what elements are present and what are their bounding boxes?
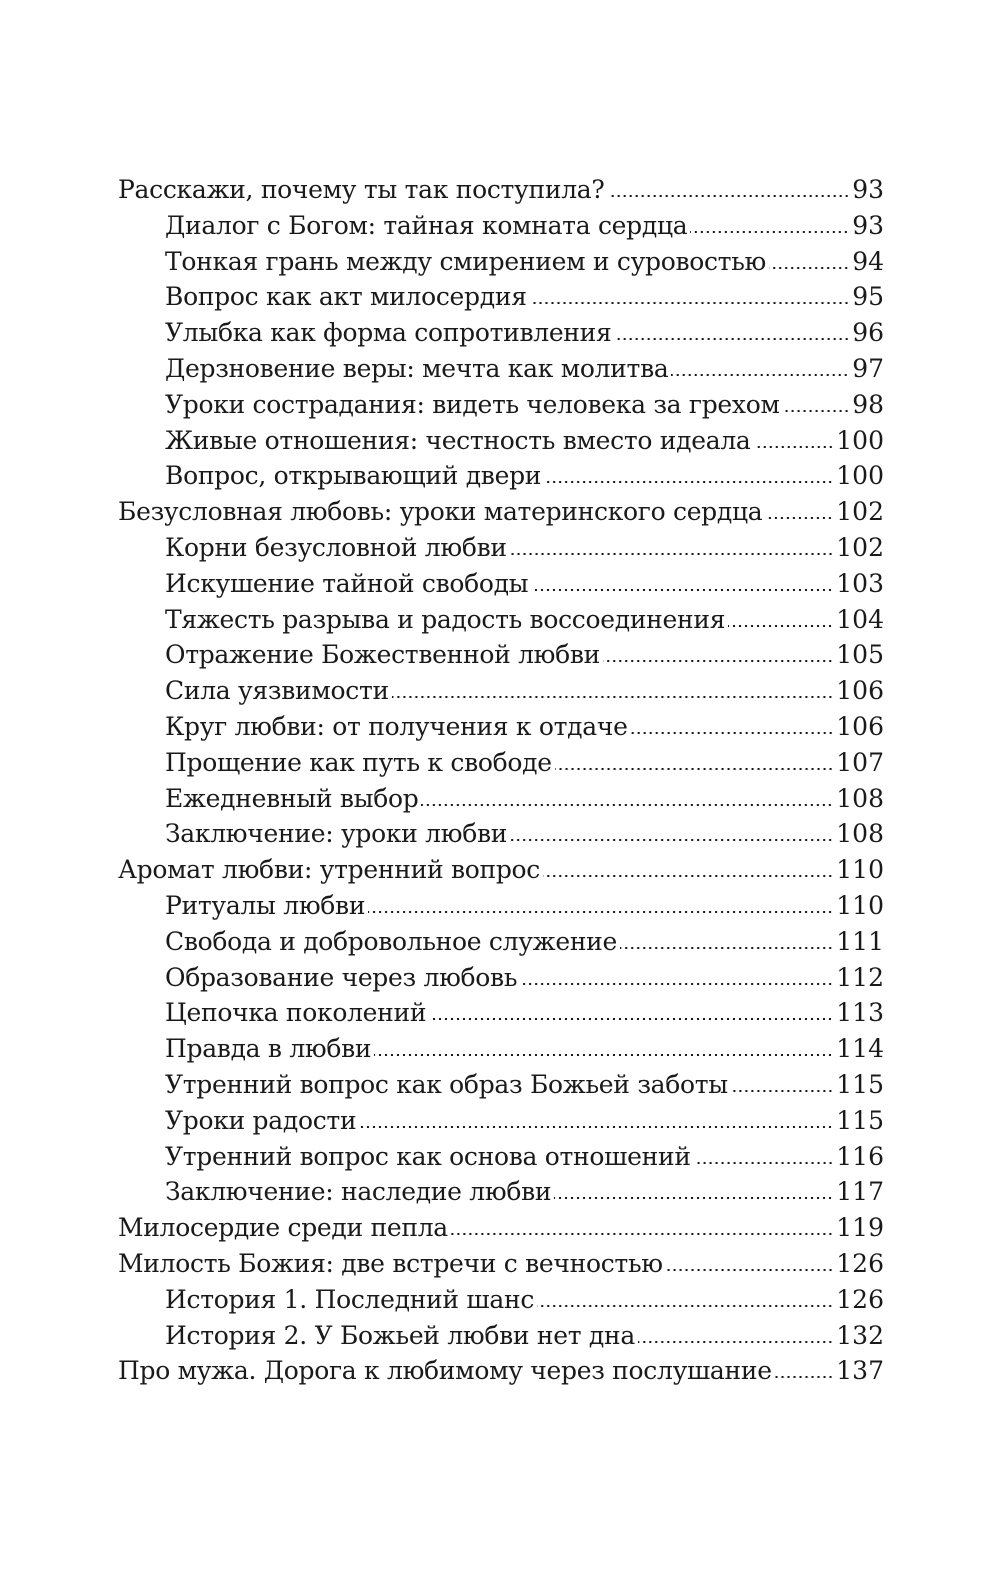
toc-entry-page-number: 104	[836, 604, 884, 634]
dot-leader	[769, 267, 849, 269]
toc-entry-page-number: 96	[852, 318, 884, 348]
toc-entry-page-number: 108	[836, 819, 884, 849]
toc-entry-page-number: 115	[836, 1069, 884, 1099]
toc-section-entry	[118, 1174, 884, 1210]
toc-chapter-entry	[118, 1353, 884, 1389]
toc-section-entry	[118, 423, 884, 459]
toc-entry-page-number: 126	[836, 1284, 884, 1314]
dot-leader	[694, 1162, 834, 1164]
dot-leader	[359, 1126, 833, 1128]
dot-leader	[451, 1233, 833, 1235]
toc-entry-page-number: 114	[836, 1034, 884, 1064]
dot-leader	[608, 195, 850, 197]
toc-entry-title: Безусловная любовь: уроки материнского сердца	[118, 497, 763, 527]
toc-section-entry	[118, 602, 884, 638]
toc-entry-page-number: 137	[836, 1356, 884, 1386]
toc-entry-title: Цепочка поколений	[165, 998, 427, 1028]
toc-section-entry	[118, 1139, 884, 1175]
dot-leader	[544, 481, 833, 483]
toc-section-entry	[118, 530, 884, 566]
toc-section-entry	[118, 995, 884, 1031]
toc-chapter-entry	[118, 494, 884, 530]
toc-entry-page-number: 115	[836, 1105, 884, 1135]
toc-section-entry	[118, 208, 884, 244]
dot-leader	[368, 911, 833, 913]
toc-entry-title: Утренний вопрос как образ Божьей заботы	[165, 1069, 728, 1099]
toc-entry-page-number: 110	[836, 855, 884, 885]
dot-leader	[554, 1197, 833, 1199]
toc-entry-title: Искушение тайной свободы	[165, 568, 529, 598]
dot-leader	[615, 338, 850, 340]
dot-leader	[666, 1269, 834, 1271]
toc-chapter-entry	[118, 1210, 884, 1246]
toc-entry-page-number: 98	[852, 389, 884, 419]
toc-section-entry	[118, 1031, 884, 1067]
toc-entry-page-number: 110	[836, 890, 884, 920]
toc-entry-title: Образование через любовь	[165, 962, 518, 992]
toc-entry-page-number: 107	[836, 747, 884, 777]
toc-entry-page-number: 93	[852, 175, 884, 204]
dot-leader	[728, 625, 833, 627]
toc-section-entry	[118, 816, 884, 852]
toc-entry-page-number: 97	[852, 353, 884, 383]
toc-entry-page-number: 106	[836, 711, 884, 741]
toc-section-entry	[118, 673, 884, 709]
toc-entry-page-number: 106	[836, 676, 884, 706]
toc-section-entry	[118, 351, 884, 387]
toc-entry-title: Милосердие среди пепла	[118, 1213, 448, 1243]
toc-entry-title: Свобода и добровольное служение	[165, 926, 618, 956]
dot-leader	[754, 446, 834, 448]
toc-entry-title: Отражение Божественной любви	[165, 640, 601, 670]
toc-entry-title: Вопрос как акт милосердия	[165, 282, 527, 312]
table-of-contents	[118, 172, 884, 1389]
toc-entry-page-number: 100	[836, 425, 884, 455]
dot-leader	[537, 1305, 833, 1307]
toc-entry-page-number: 113	[836, 998, 884, 1028]
toc-entry-page-number: 103	[836, 568, 884, 598]
toc-chapter-entry	[118, 852, 884, 888]
toc-entry-title: Улыбка как форма сопротивления	[165, 318, 612, 348]
toc-entry-page-number: 116	[836, 1141, 884, 1171]
dot-leader	[543, 875, 833, 877]
toc-entry-page-number: 95	[852, 282, 884, 312]
toc-section-entry	[118, 244, 884, 280]
toc-entry-page-number: 126	[836, 1248, 884, 1278]
toc-section-entry	[118, 279, 884, 315]
toc-entry-title: Заключение: наследие любви	[165, 1177, 552, 1207]
toc-entry-title: Про мужа. Дорога к любимому через послушание	[118, 1356, 772, 1386]
toc-entry-title: Милость Божия: две встречи с вечностью	[118, 1248, 663, 1278]
dot-leader	[374, 1054, 833, 1056]
toc-entry-title: Дерзновение веры: мечта как молитва	[165, 353, 669, 383]
dot-leader	[631, 732, 834, 734]
toc-section-entry	[118, 781, 884, 817]
toc-entry-title: Живые отношения: честность вместо идеала	[165, 425, 751, 455]
toc-entry-page-number: 102	[836, 497, 884, 527]
toc-entry-page-number: 108	[836, 783, 884, 813]
toc-entry-title: Заключение: уроки любви	[165, 819, 508, 849]
toc-chapter-entry	[118, 172, 884, 208]
toc-entry-page-number: 105	[836, 640, 884, 670]
toc-entry-title: Утренний вопрос как основа отношений	[165, 1141, 691, 1171]
toc-entry-title: Уроки радости	[165, 1105, 357, 1135]
dot-leader	[530, 302, 850, 304]
dot-leader	[421, 804, 833, 806]
toc-entry-title: Уроки сострадания: видеть человека за грехом	[165, 389, 780, 419]
toc-section-entry	[118, 924, 884, 960]
toc-entry-title: Корни безусловной любви	[165, 532, 507, 562]
toc-section-entry	[118, 1067, 884, 1103]
toc-entry-title: Аромат любви: утренний вопрос	[118, 855, 541, 885]
toc-section-entry	[118, 637, 884, 673]
dot-leader	[392, 696, 833, 698]
dot-leader	[510, 839, 833, 841]
toc-entry-title: Диалог с Богом: тайная комната сердца	[165, 210, 688, 240]
toc-entry-title: Тяжесть разрыва и радость воссоединения	[165, 604, 726, 634]
toc-section-entry	[118, 888, 884, 924]
toc-section-entry	[118, 1282, 884, 1318]
dot-leader	[555, 768, 834, 770]
toc-entry-title: Расскажи, почему ты так поступила?	[118, 175, 605, 204]
toc-entry-title: История 1. Последний шанс	[165, 1284, 535, 1314]
toc-section-entry	[118, 960, 884, 996]
dot-leader	[520, 983, 833, 985]
toc-entry-title: Ритуалы любви	[165, 890, 366, 920]
dot-leader	[620, 947, 833, 949]
toc-entry-page-number: 100	[836, 461, 884, 491]
toc-entry-title: Правда в любви	[165, 1034, 372, 1064]
toc-section-entry	[118, 458, 884, 494]
dot-leader	[765, 517, 833, 519]
toc-entry-title: Сила уязвимости	[165, 676, 389, 706]
toc-entry-page-number: 132	[836, 1320, 884, 1350]
toc-entry-title: Круг любви: от получения к отдаче	[165, 711, 628, 741]
toc-entry-title: Вопрос, открывающий двери	[165, 461, 542, 491]
toc-entry-page-number: 119	[836, 1213, 884, 1243]
toc-section-entry	[118, 566, 884, 602]
toc-entry-title: История 2. У Божьей любви нет дна	[165, 1320, 635, 1350]
toc-section-entry	[118, 1318, 884, 1354]
toc-entry-page-number: 94	[852, 246, 884, 276]
toc-entry-title: Прощение как путь к свободе	[165, 747, 552, 777]
toc-entry-page-number: 93	[852, 210, 884, 240]
toc-entry-page-number: 102	[836, 532, 884, 562]
toc-entry-title: Ежедневный выбор	[165, 783, 419, 813]
toc-entry-title: Тонкая грань между смирением и суровостью	[165, 246, 766, 276]
dot-leader	[638, 1341, 833, 1343]
toc-section-entry	[118, 745, 884, 781]
toc-section-entry	[118, 709, 884, 745]
toc-entry-page-number: 117	[836, 1177, 884, 1207]
dot-leader	[671, 374, 849, 376]
dot-leader	[783, 410, 850, 412]
dot-leader	[510, 553, 834, 555]
toc-chapter-entry	[118, 1246, 884, 1282]
dot-leader	[429, 1018, 833, 1020]
dot-leader	[731, 1090, 833, 1092]
toc-entry-page-number: 112	[836, 962, 884, 992]
dot-leader	[531, 589, 833, 591]
dot-leader	[775, 1376, 834, 1378]
toc-section-entry	[118, 387, 884, 423]
dot-leader	[690, 231, 849, 233]
toc-section-entry	[118, 315, 884, 351]
toc-section-entry	[118, 1103, 884, 1139]
dot-leader	[603, 660, 833, 662]
toc-entry-page-number: 111	[836, 926, 884, 956]
